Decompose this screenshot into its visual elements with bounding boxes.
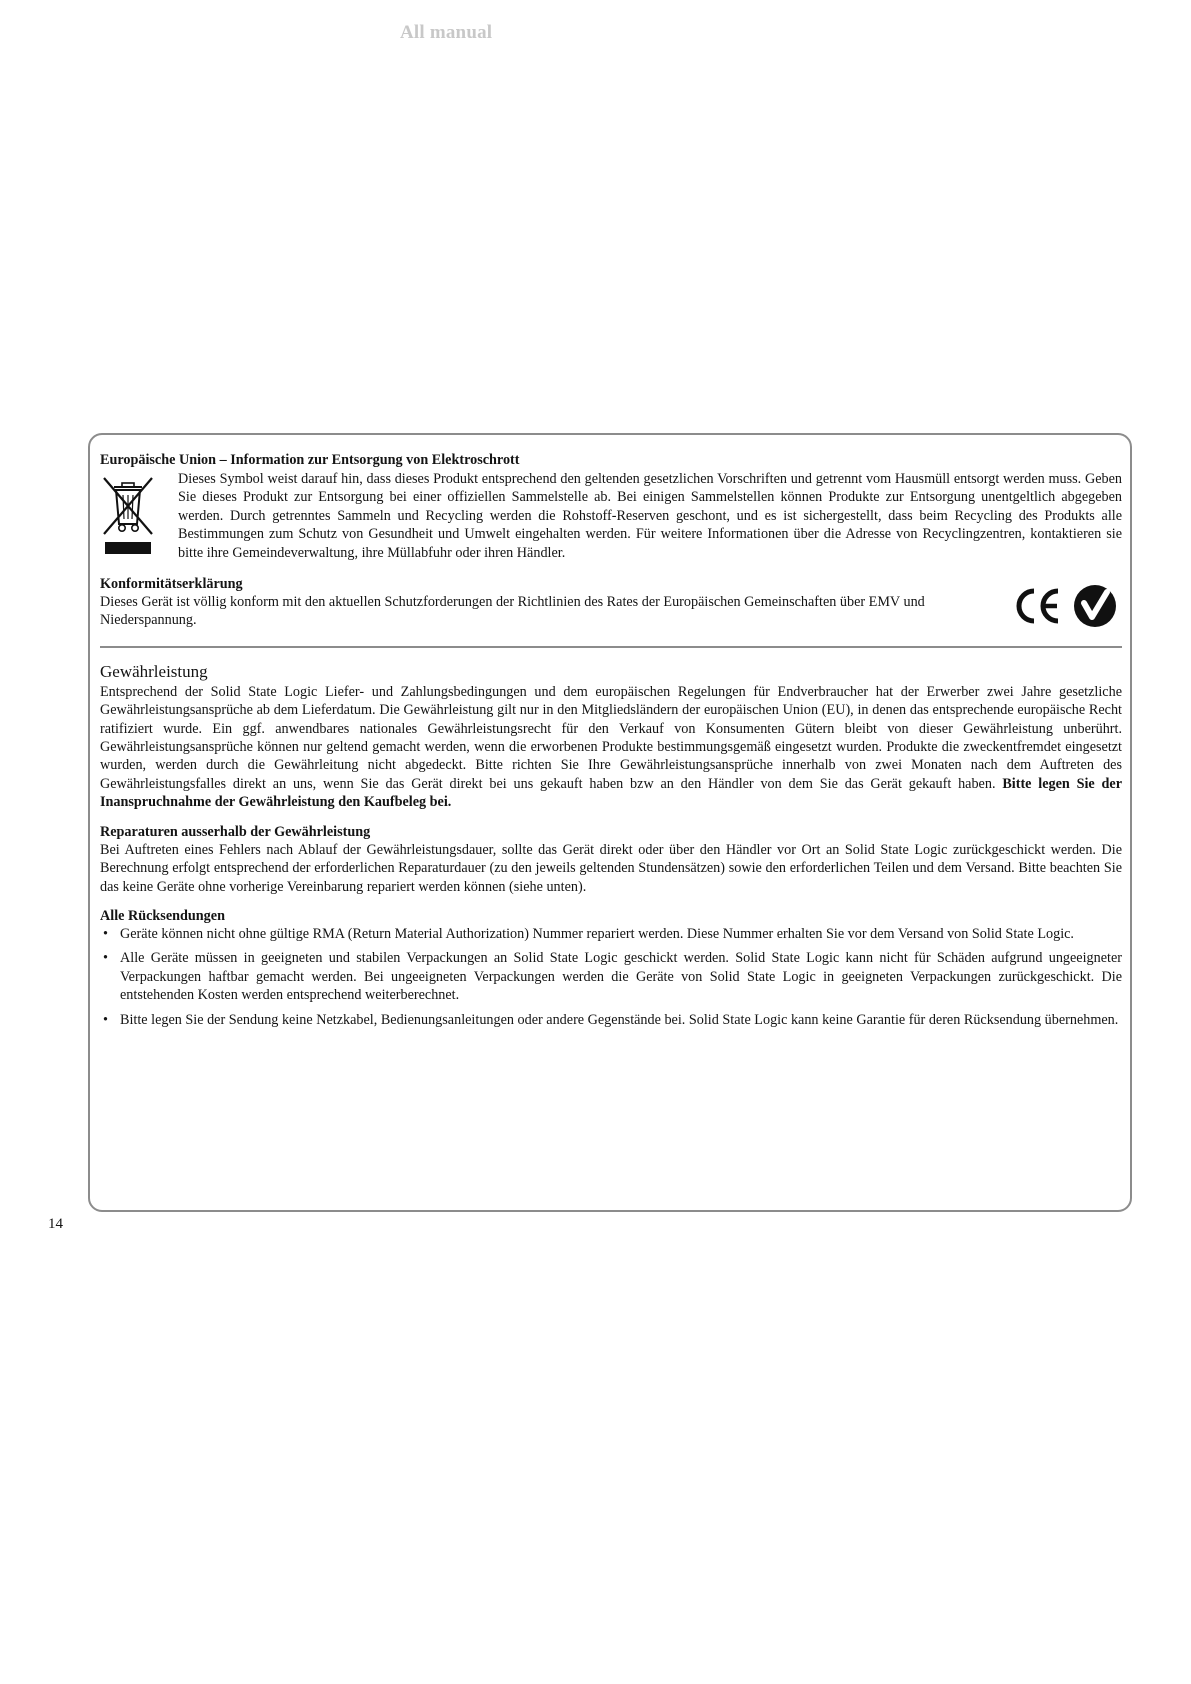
warranty-body: Entsprechend der Solid State Logic Liefer- und Zahlungsbedingungen und dem europäischen Regelungen für Endverbraucher hat der Erwerber zwei Jahre gesetzliche Gewährleistungsansprüche ab dem Lieferdatum. Die Gewährleistung gilt nur in den Mitgliedsländern der europäischen Union (EU), in denen das entsprechende europäische Recht ratifiziert wurde. Ein ggf. anwendbares nationales Gewährleistungsrecht für den Verkauf von Konsumenten Gütern bleibt von dieser Gewährleistung unberührt. Gewährleistungsansprüche können nur geltend gemacht werden, wenn die erworbenen Produkte bestimmungsgemäß eingesetzt wurden. Produkte die zweckentfremdet eingesetzt wurden, werden durch die Gewährleitung nicht abgedeckt. Bitte richten Sie Ihre Gewährleistungsansprüche innerhalb von zwei Monaten nach dem Auftreten des Gewährleistungsfalles direkt an uns, wenn Sie das Gerät direkt bei uns gekauft haben bzw an den Händler von dem Sie das Gerät gekauft haben. [100,683,1122,792]
content-panel [100,451,1122,1035]
repairs-text: Bei Auftreten eines Fehlers nach Ablauf der Gewährleistungsdauer, sollte das Gerät direkt oder über den Händler vor Ort an Solid State Logic zurückgeschickt werden. Die Berechnung erfolgt entsprechend der erforderlichen Reparaturdauer (zu den jeweils geltenden Stundensätzen) sowie den erforderlichen Teilen und dem Versand. Bitte beachten Sie das keine Geräte ohne vorherige Vereinbarung repariert werden können (siehe unten). [100,841,1122,895]
page-number: 14 [48,1216,63,1232]
conformity-block [100,593,1122,630]
conformity-heading: Konformitätserklärung [100,576,243,593]
certification-logos [1012,583,1118,629]
returns-item-text: Alle Geräte müssen in geeigneten und stabilen Verpackungen an Solid State Logic geschickt werden. Solid State Logic kann nicht für Schäden aufgrund ungeeigneter Verpackungen haftbar gemacht werden. Bei ungeeigneten Verpackungen werden die Geräte von Solid State Logic in geeigneten Verpackungen zurückgeschickt. Die entstehenden Kosten werden entsprechend weiterberechnet. [120,950,1122,1004]
watermark: All manual [400,22,493,43]
list-item [100,1011,1122,1029]
ce-mark-icon [1012,586,1064,626]
eu-disposal-block [100,470,1122,562]
warranty-text [100,683,1122,812]
eu-disposal-text: Dieses Symbol weist darauf hin, dass dieses Produkt entsprechend den geltenden gesetzlichen Vorschriften und getrennt vom Hausmüll entsorgt werden muss. Geben Sie dieses Produkt zur Entsorgung bei einer offiziellen Sammelstelle ab. Bei einigen Sammelstellen können Produkte zur Entsorgung unentgeltlich abgegeben werden. Durch getrenntes Sammeln und Recycling werden die Rohstoff-Reserven geschont, und es ist sichergestellt, dass beim Recycling des Produkts alle Bestimmungen zum Schutz von Gesundheit und Umwelt eingehalten werden. Für weitere Informationen über die Adresse von Recyclingzentren, kontaktieren sie bitte ihre Gemeindeverwaltung, ihre Müllabfuhr oder ihren Händler. [178,471,1122,561]
warranty-receipt-note: Bitte legen Sie der Inanspruchnahme der Gewährleistung den Kaufbeleg bei. [100,775,1123,811]
eu-disposal-heading: Europäische Union – Information zur Entsorgung von Elektroschrott [100,452,520,468]
bullet: • [103,925,108,942]
bullet: • [103,1011,108,1028]
section-divider [100,646,1122,648]
warranty-heading: Gewährleistung [100,661,208,681]
returns-list [100,925,1122,1029]
returns-heading: Alle Rücksendungen [100,907,225,924]
c-tick-mark-icon [1072,583,1118,629]
weee-crossed-bin-icon [100,470,164,561]
list-item [100,925,1122,943]
returns-item-text: Bitte legen Sie der Sendung keine Netzkabel, Bedienungsanleitungen oder andere Gegenstände bei. Solid State Logic kann keine Garantie für deren Rücksendung übernehmen. [120,1011,1119,1028]
repairs-heading: Reparaturen ausserhalb der Gewährleistung [100,823,371,840]
conformity-text: Dieses Gerät ist völlig konform mit den aktuellen Schutzforderungen der Richtlinien des Rates der Europäischen Gemeinschaften über EMV und Niederspannung. [100,594,925,629]
bullet: • [103,950,108,967]
returns-item-text: Geräte können nicht ohne gültige RMA (Return Material Authorization) Nummer repariert werden. Diese Nummer erhalten Sie vor dem Versand von Solid State Logic. [120,925,1074,942]
list-item [100,949,1122,1004]
